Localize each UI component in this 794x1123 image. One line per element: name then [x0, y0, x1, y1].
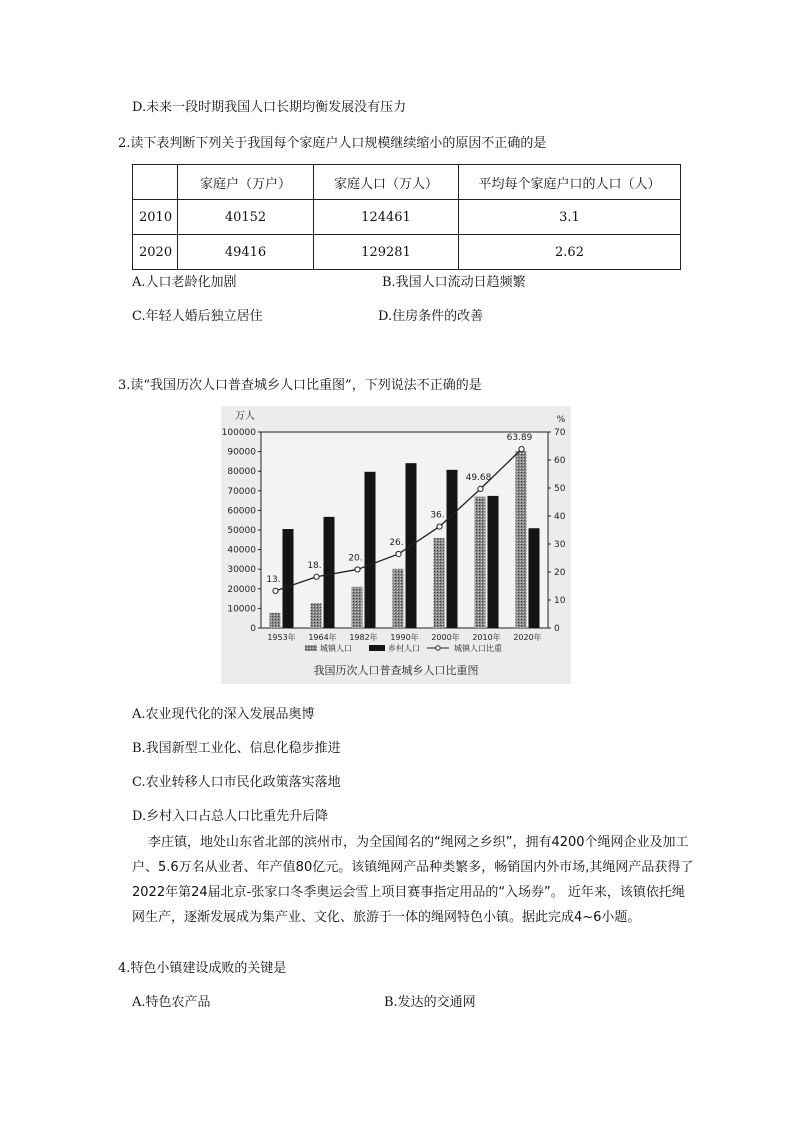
table-header-row	[133, 165, 681, 200]
q3-option-d: D.乡村入口占总人口比重先升后降	[132, 809, 329, 824]
bar-urban-1	[270, 613, 281, 628]
household-table	[132, 164, 681, 270]
bar-urban-6	[475, 497, 486, 628]
y-tick-label: 60000	[227, 506, 256, 517]
y2-tick-label: 60	[554, 456, 566, 466]
y2-tick-label: 20	[554, 568, 566, 578]
y-tick-label: 70000	[227, 486, 256, 497]
y-tick-label: 90000	[227, 447, 256, 458]
q3-stem: 3.读“我国历次人口普查城乡人口比重图”，下列说法不正确的是	[118, 378, 482, 393]
legend-urban-swatch	[305, 645, 317, 651]
y-tick-label: 80000	[227, 467, 256, 478]
table-cell: 49416	[178, 235, 314, 270]
y-tick-label: 10000	[227, 604, 256, 615]
x-tick-label: 1953年	[267, 633, 296, 642]
legend-ratio-label: 城镇人口比重	[454, 644, 502, 653]
y-tick-label: 20000	[227, 584, 256, 595]
table-header-cell: 平均每个家庭户口的人口（人）	[459, 165, 681, 200]
bar-urban-5	[434, 538, 445, 628]
bar-rural-7	[529, 528, 540, 628]
table-header-cell: 家庭人口（万人）	[314, 165, 459, 200]
table-row	[133, 200, 681, 235]
bar-urban-4	[393, 569, 404, 628]
bar-urban-7	[516, 451, 527, 628]
ratio-label-3: 20.	[348, 553, 363, 564]
ratio-point-7	[519, 447, 524, 452]
x-tick-label: 2020年	[513, 633, 542, 642]
bar-rural-5	[447, 470, 458, 628]
legend-ratio-marker	[436, 646, 440, 650]
y-tick-label: 0	[250, 624, 256, 634]
q2-option-b: B.我国人口流动日趋频繁	[382, 275, 526, 290]
x-tick-label: 1964年	[308, 633, 337, 642]
table-header-cell: 家庭户（万户）	[178, 165, 314, 200]
plot-frame	[261, 432, 548, 628]
ratio-point-3	[355, 567, 360, 572]
ratio-label-6: 49.68	[465, 472, 492, 483]
y2-tick-label: 30	[554, 540, 566, 550]
table-cell: 3.1	[459, 200, 681, 235]
q3-option-a: A.农业现代化的深入发展品奥博	[132, 707, 315, 722]
q2-option-d: D.住房条件的改善	[378, 309, 484, 324]
passage-text: 李庄镇，地处山东省北部的滨州市，为全国闻名的“绳网之乡织”，拥有4200个绳网企业及加工户、5.6万名从业者、年产值80亿元。该镇绳网产品种类繁多，畅销国内外市场,其绳网产品获得了2022年第24届北京-张家口冬季奥运会雪上项目赛事指定用品的“入场券”。 近年来，该镇依托绳网生产，逐渐发展成为集产业、文化、旅游于一体的绳网特色小镇。据此完成4~6小题。	[132, 835, 694, 925]
table-cell: 40152	[178, 200, 314, 235]
ratio-point-4	[396, 551, 401, 556]
table-header-cell	[133, 165, 178, 200]
legend-rural-label: 乡村人口	[388, 644, 420, 653]
q1-option-d: D.未来一段时期我国人口长期均衡发展没有压力	[132, 100, 407, 115]
y2-tick-label: 0	[554, 624, 560, 634]
ratio-label-7: 63.89	[506, 433, 533, 444]
table-cell: 2020	[133, 235, 178, 270]
y2-tick-label: 70	[554, 428, 566, 438]
bar-rural-1	[283, 529, 294, 628]
q2-option-c: C.年轻人婚后独立居住	[132, 309, 263, 324]
bar-rural-2	[324, 517, 335, 628]
q2-stem: 2.读下表判断下列关于我国每个家庭户人口规模继续缩小的原因不正确的是	[118, 136, 547, 151]
x-tick-label: 1982年	[349, 633, 378, 642]
bar-urban-3	[352, 587, 363, 628]
x-tick-label: 2000年	[431, 633, 460, 642]
y2-tick-label: 40	[554, 512, 566, 522]
ratio-label-5: 36.	[430, 510, 445, 521]
q3-option-c: C.农业转移人口市民化政策落实落地	[132, 775, 341, 790]
y2-tick-label: 50	[554, 484, 566, 494]
table-cell: 2010	[133, 200, 178, 235]
table-row	[133, 235, 681, 270]
ratio-point-5	[437, 524, 442, 529]
q2-option-a: A.人口老龄化加剧	[132, 275, 237, 290]
y2-axis-title: %	[556, 415, 566, 425]
q4-option-a: A.特色农产品	[132, 995, 211, 1010]
population-chart	[221, 406, 571, 684]
y-axis-title: 万人	[235, 411, 255, 422]
bar-rural-3	[365, 472, 376, 628]
table-cell: 2.62	[459, 235, 681, 270]
q4-stem: 4.特色小镇建设成败的关键是	[118, 961, 287, 976]
reading-passage	[132, 830, 697, 930]
x-tick-label: 2010年	[472, 633, 501, 642]
y2-tick-label: 10	[554, 596, 566, 606]
ratio-point-2	[314, 574, 319, 579]
ratio-label-2: 18.	[307, 560, 322, 571]
legend-rural-swatch	[369, 645, 385, 651]
ratio-point-1	[273, 588, 278, 593]
table-cell: 129281	[314, 235, 459, 270]
y-tick-label: 100000	[221, 428, 256, 438]
q4-option-b: B.发达的交通网	[384, 995, 476, 1010]
y-tick-label: 50000	[227, 526, 256, 536]
bar-rural-6	[488, 496, 499, 628]
ratio-label-1: 13.	[266, 574, 281, 585]
y-tick-label: 30000	[227, 565, 256, 576]
x-tick-label: 1990年	[390, 633, 419, 642]
chart-title: 我国历次人口普查城乡人口比重图	[313, 664, 479, 677]
y-tick-label: 40000	[227, 545, 256, 556]
ratio-point-6	[478, 486, 483, 491]
bar-urban-2	[311, 603, 322, 628]
q3-option-b: B.我国新型工业化、信息化稳步推进	[132, 741, 341, 756]
ratio-label-4: 26.	[389, 537, 404, 548]
legend-urban-label: 城镇人口	[320, 644, 352, 653]
population-chart-svg	[221, 406, 571, 684]
table-cell: 124461	[314, 200, 459, 235]
